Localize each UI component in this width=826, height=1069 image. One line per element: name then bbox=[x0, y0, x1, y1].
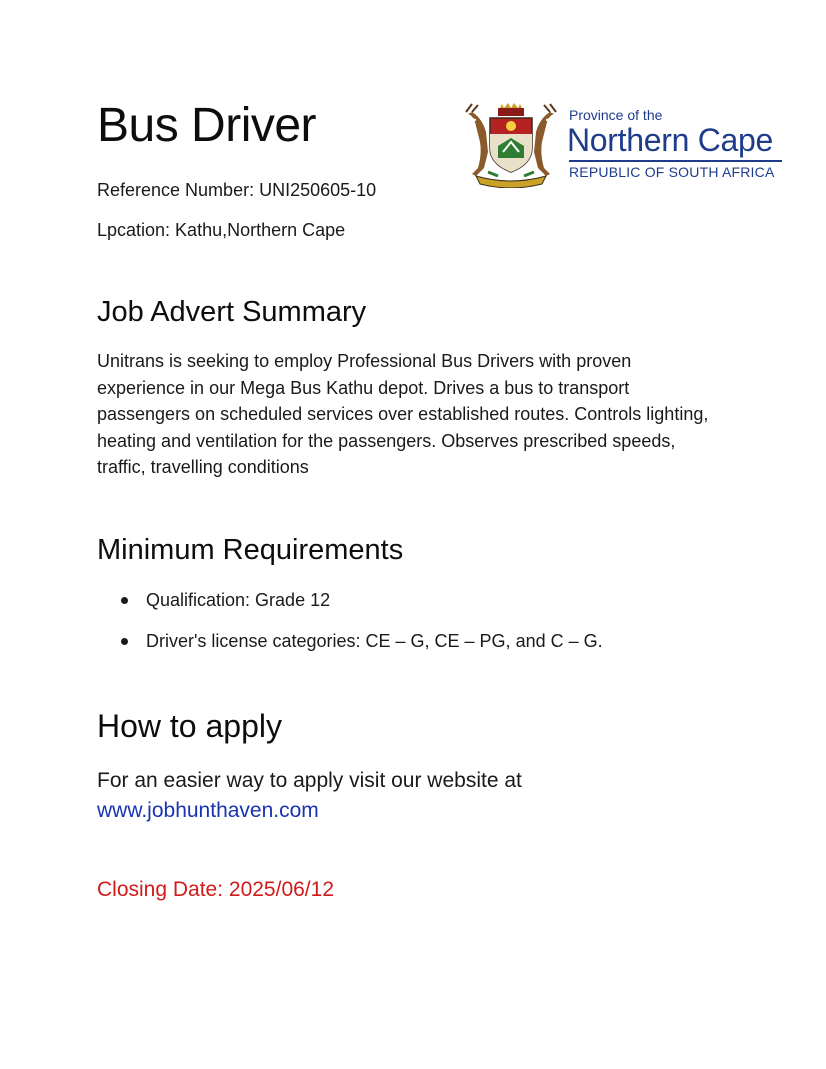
requirement-qualification: Qualification: Grade 12 bbox=[146, 590, 331, 610]
apply-heading: How to apply bbox=[97, 708, 282, 744]
bullet-icon bbox=[121, 638, 128, 645]
job-location: Lpcation: Kathu,Northern Cape bbox=[97, 220, 346, 240]
requirements-list bbox=[97, 588, 603, 670]
logo-province-name: Northern Cape bbox=[567, 122, 773, 158]
logo-divider bbox=[569, 160, 782, 162]
coat-of-arms-icon bbox=[458, 102, 564, 188]
reference-number: Reference Number: UNI250605-10 bbox=[97, 180, 377, 200]
website-link[interactable]: www.jobhunthaven.com bbox=[97, 799, 319, 822]
list-item bbox=[97, 588, 603, 612]
closing-date: Closing Date: 2025/06/12 bbox=[97, 878, 334, 901]
logo-province-line: Province of the bbox=[569, 107, 663, 123]
list-item bbox=[97, 629, 603, 653]
summary-text: Unitrans is seeking to employ Professional Bus Drivers with proven experience in our Mega Bus Kathu depot. Drives a bus to transport passengers on scheduled services over established routes. Controls lighting, heating and ventilation for the passengers. Observes prescribed speeds, traffic, travelling conditions bbox=[97, 351, 709, 477]
requirements-heading: Minimum Requirements bbox=[97, 534, 404, 566]
requirement-license: Driver's license categories: CE – G, CE – PG, and C – G. bbox=[146, 631, 603, 651]
logo-country-line: REPUBLIC OF SOUTH AFRICA bbox=[569, 164, 775, 180]
job-title: Bus Driver bbox=[97, 99, 317, 152]
summary-heading: Job Advert Summary bbox=[97, 296, 367, 328]
northern-cape-logo bbox=[458, 102, 788, 188]
apply-text: For an easier way to apply visit our website at bbox=[97, 769, 522, 792]
bullet-icon bbox=[121, 597, 128, 604]
